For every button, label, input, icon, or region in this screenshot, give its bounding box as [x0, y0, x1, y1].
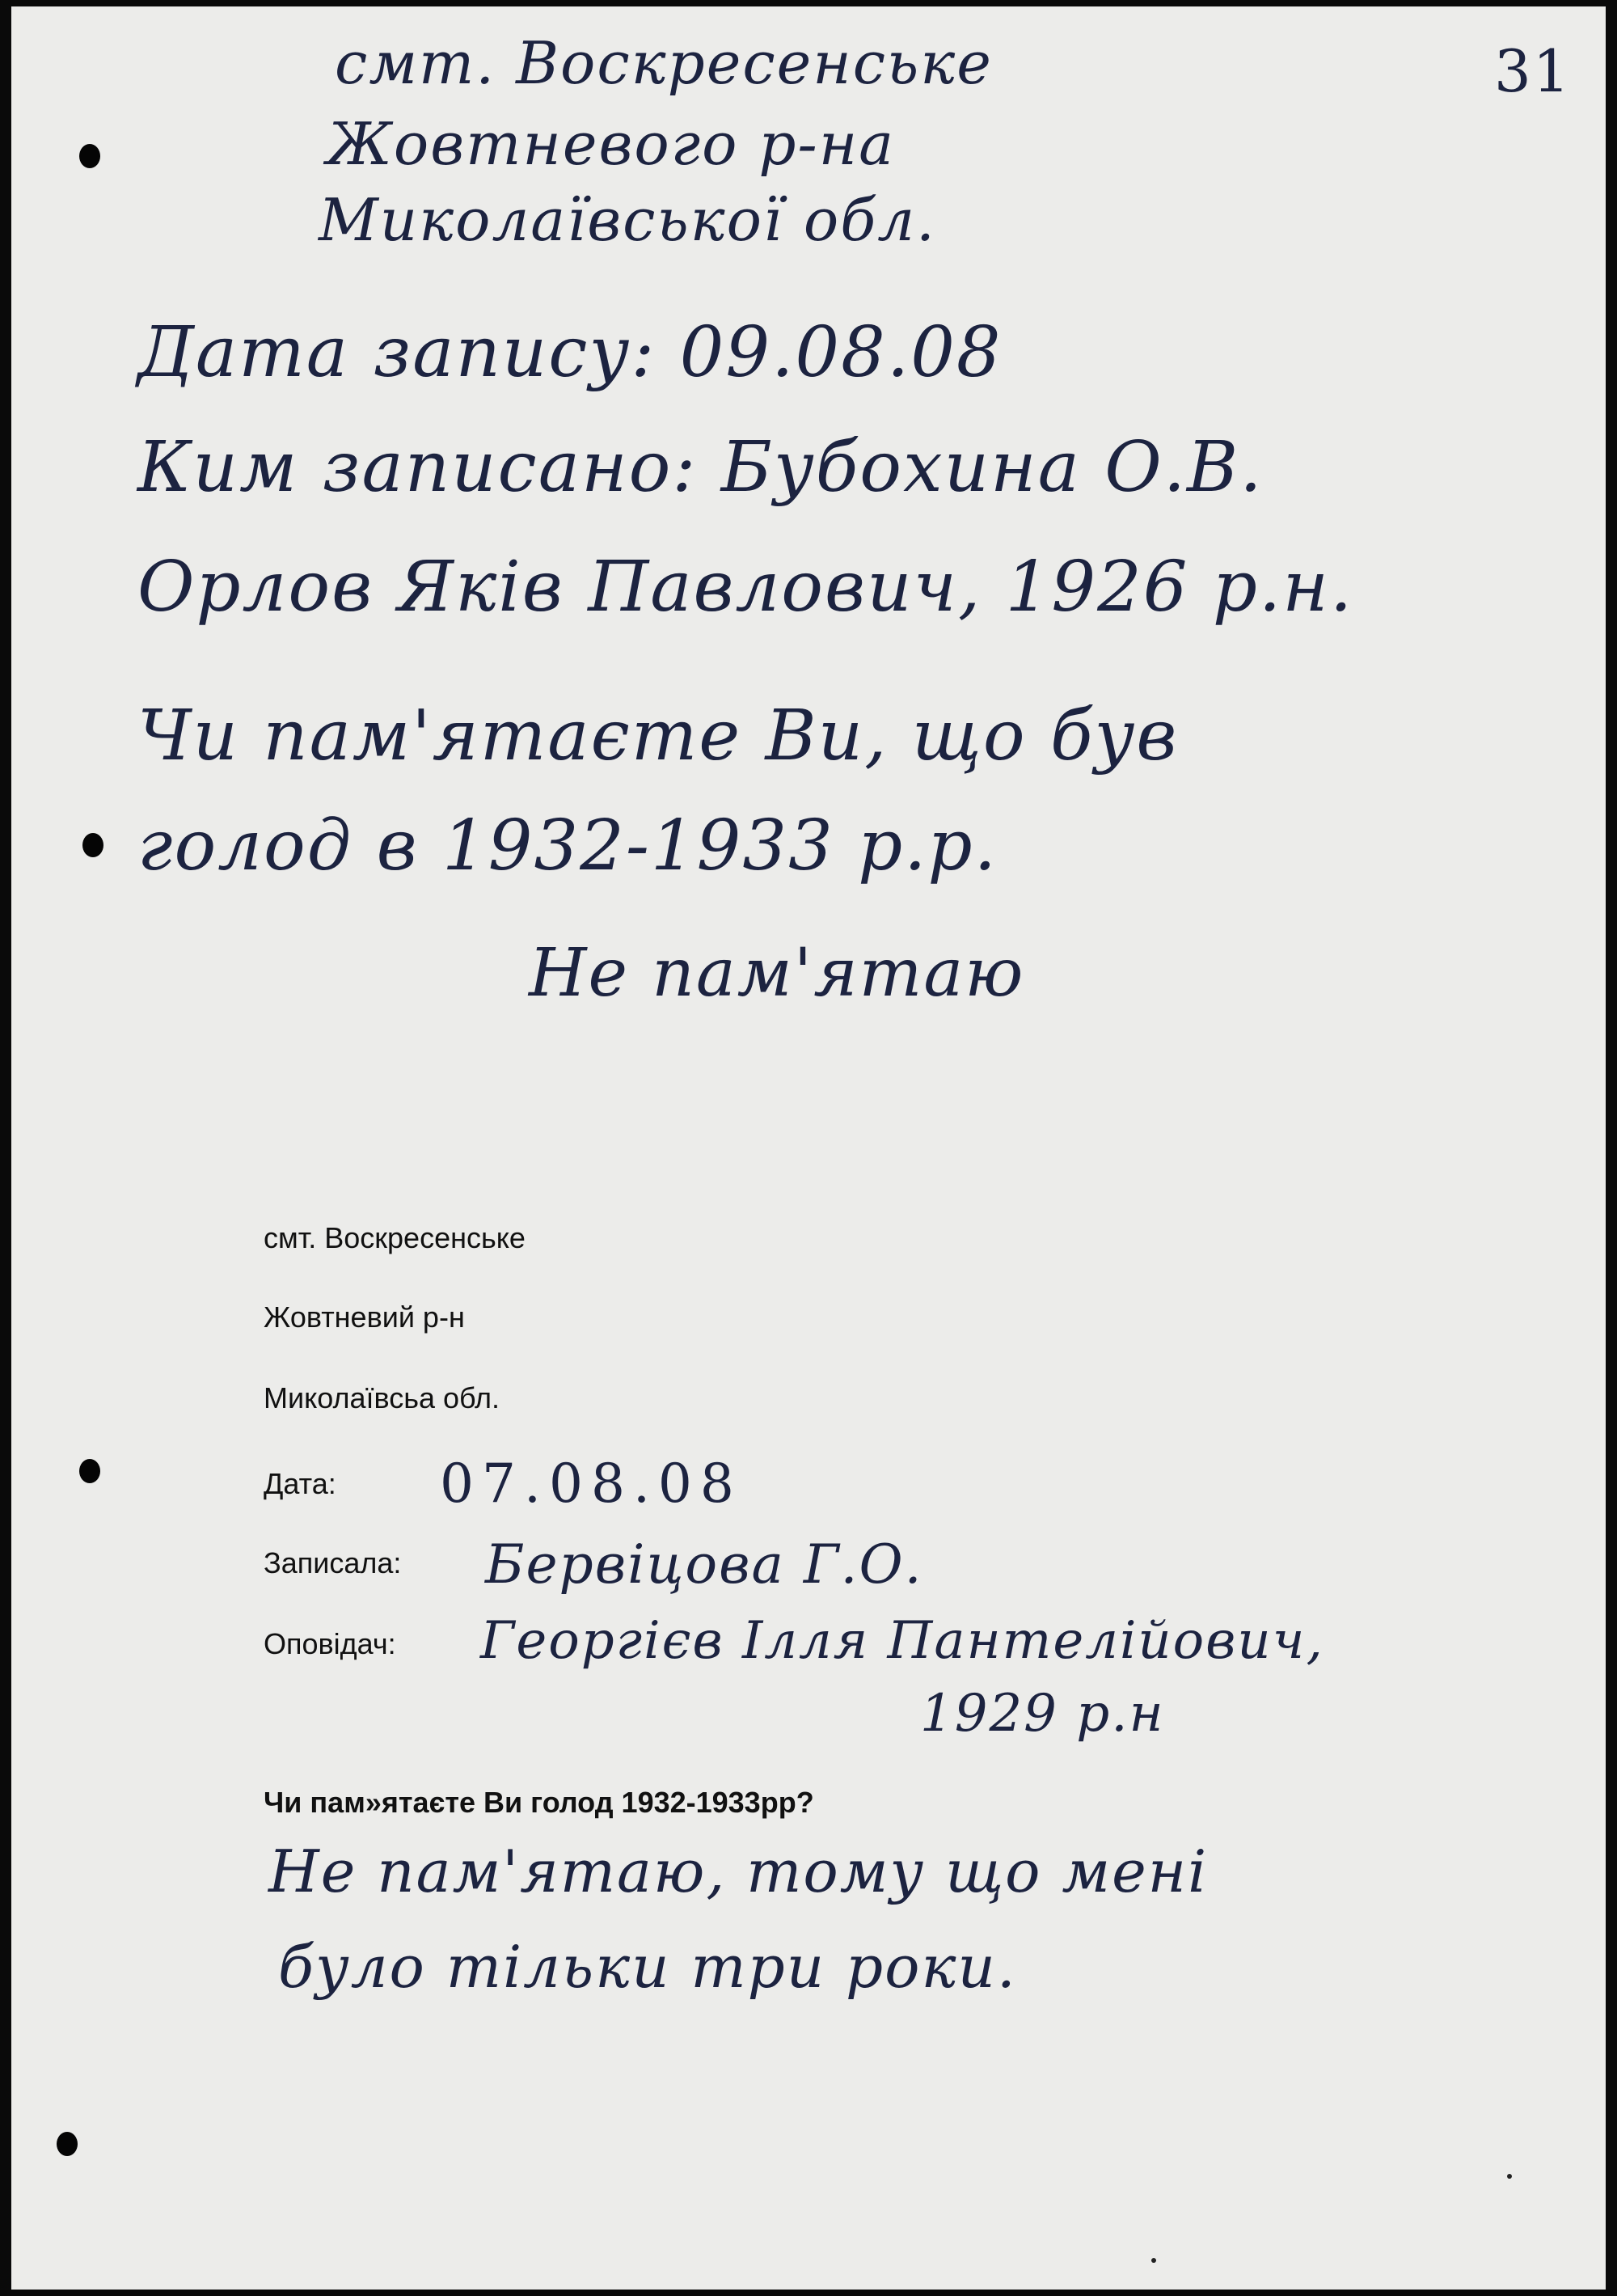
recorded-value: Бервіцова Г.О. [485, 1533, 923, 1596]
question-line-2: голод в 1932-1933 р.р. [137, 806, 998, 886]
narrator-name: Орлов Яків Павлович, 1926 р.н. [137, 547, 1354, 628]
header-village: смт. Воскресенське [335, 29, 993, 97]
recorded-label: Записала: [264, 1546, 402, 1579]
punch-hole [82, 833, 103, 857]
answer-line-2: було тільки три роки. [278, 1933, 1017, 2001]
question-line-1: Чи пам'ятаєте Ви, що був [137, 696, 1179, 776]
recorder-name: Ким записано: Бубохина О.В. [137, 427, 1264, 508]
narrator-value: Георгієв Ілля Пантелійович, [480, 1611, 1324, 1671]
ink-speck [1507, 2174, 1512, 2179]
page-number: 31 [1494, 37, 1572, 105]
narrator-label: Оповідач: [264, 1627, 396, 1660]
punch-hole [79, 144, 100, 168]
typed-question: Чи пам»ятаєте Ви голод 1932-1933рр? [264, 1786, 814, 1819]
answer-text: Не пам'ятаю [529, 935, 1025, 1012]
header-region: Миколаївської обл. [319, 186, 936, 254]
answer-line-1: Не пам'ятаю, тому що мені [268, 1837, 1209, 1905]
punch-hole [57, 2132, 78, 2156]
date-value: 07.08.08 [440, 1452, 742, 1515]
punch-hole [79, 1459, 100, 1483]
date-label: Дата: [264, 1467, 336, 1500]
narrator-birth-year: 1929 р.н [920, 1684, 1165, 1744]
typed-district: Жовтневий р-н [264, 1300, 465, 1334]
typed-region: Миколаївсьа обл. [264, 1381, 500, 1414]
header-district: Жовтневого р-на [327, 110, 896, 178]
document-page [11, 6, 1606, 2290]
record-date: Дата запису: 09.08.08 [137, 312, 1003, 393]
typed-village: смт. Воскресенське [264, 1221, 526, 1254]
ink-speck [1151, 2258, 1156, 2263]
